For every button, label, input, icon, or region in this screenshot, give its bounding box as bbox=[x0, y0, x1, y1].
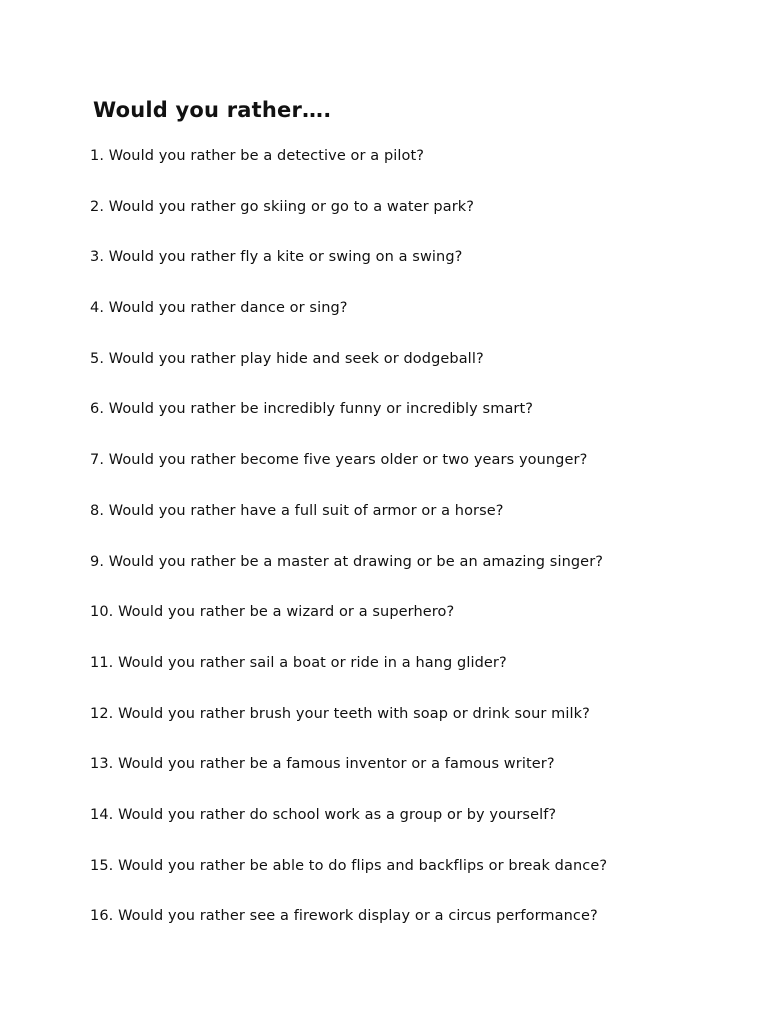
question-item: 2. Would you rather go skiing or go to a water park? bbox=[90, 198, 475, 215]
question-list bbox=[90, 145, 607, 956]
question-item: 16. Would you rather see a firework display or a circus performance? bbox=[90, 908, 598, 925]
question-item: 4. Would you rather dance or sing? bbox=[90, 300, 348, 317]
question-item: 14. Would you rather do school work as a group or by yourself? bbox=[90, 806, 557, 823]
question-item: 13. Would you rather be a famous inventor or a famous writer? bbox=[90, 756, 555, 773]
question-item: 5. Would you rather play hide and seek or dodgeball? bbox=[90, 350, 484, 367]
question-item: 6. Would you rather be incredibly funny or incredibly smart? bbox=[90, 401, 534, 418]
question-item: 8. Would you rather have a full suit of armor or a horse? bbox=[90, 502, 504, 519]
question-item: 11. Would you rather sail a boat or ride in a hang glider? bbox=[90, 654, 507, 671]
question-item: 3. Would you rather fly a kite or swing on a swing? bbox=[90, 249, 463, 266]
question-item: 10. Would you rather be a wizard or a superhero? bbox=[90, 604, 455, 621]
question-item: 7. Would you rather become five years older or two years younger? bbox=[90, 452, 588, 469]
document-title: Would you rather…. bbox=[93, 98, 332, 122]
question-item: 12. Would you rather brush your teeth with soap or drink sour milk? bbox=[90, 705, 590, 722]
question-item: 15. Would you rather be able to do flips and backflips or break dance? bbox=[90, 857, 608, 874]
question-item: 9. Would you rather be a master at drawing or be an amazing singer? bbox=[90, 553, 604, 570]
question-item: 1. Would you rather be a detective or a pilot? bbox=[90, 148, 425, 164]
